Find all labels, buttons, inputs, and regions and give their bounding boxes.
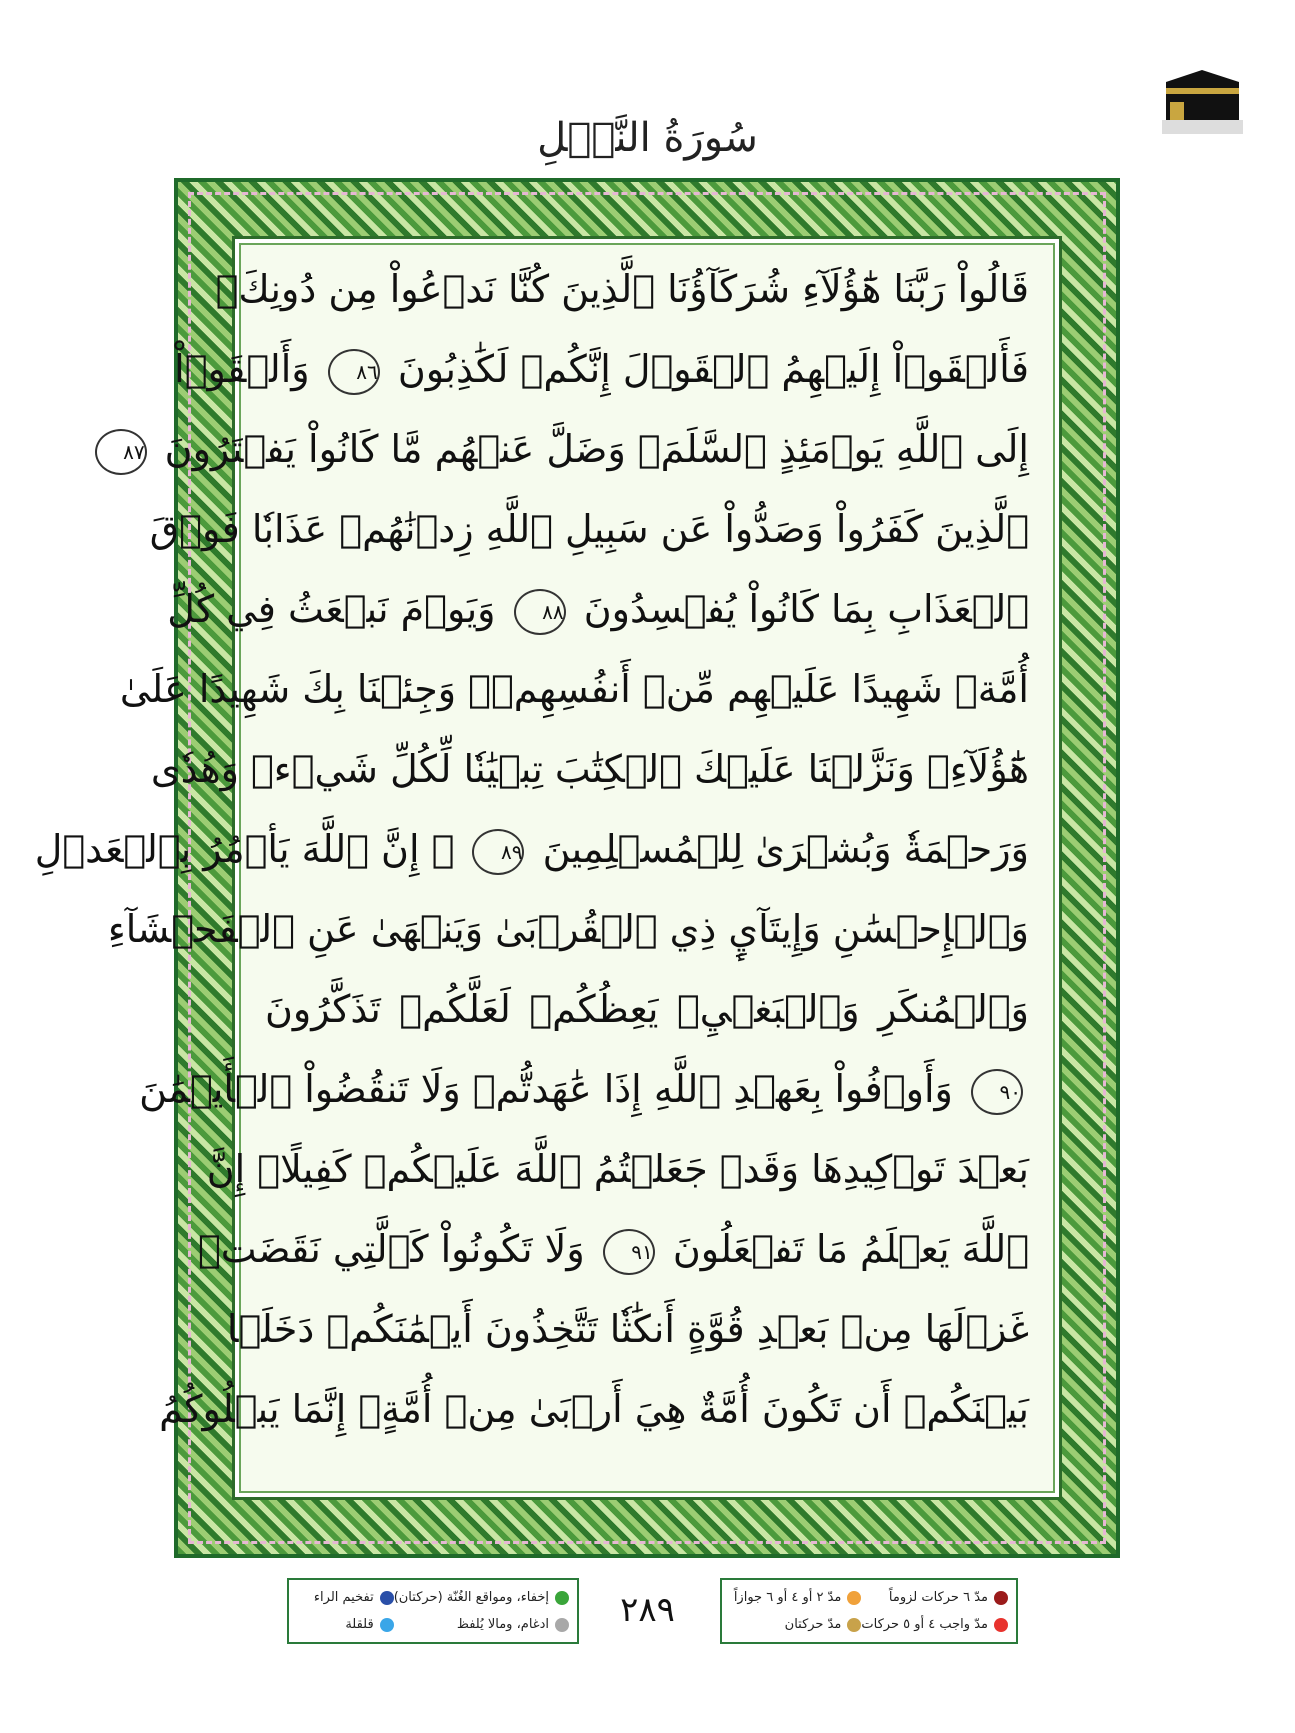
text-line: قَالُواْ رَبَّنَا هَٰٓؤُلَآءِ شُرَكَآؤُنَا ٱلَّذِينَ كُنَّا نَدۡعُواْ مِن دُونِكَۖ — [215, 267, 1029, 311]
color-dot-icon — [380, 1591, 394, 1605]
color-dot-icon — [380, 1618, 394, 1632]
legend-item: قلقلة — [297, 1611, 394, 1638]
legend-item: مدّ ٢ أو ٤ أو ٦ جوازاً — [730, 1584, 861, 1611]
color-dot-icon — [994, 1618, 1008, 1632]
text-panel — [34, 236, 1062, 1500]
color-dot-icon — [555, 1618, 569, 1632]
tajweed-legend-right — [720, 1578, 1018, 1644]
text-line: بَعۡدَ تَوۡكِيدِهَا وَقَدۡ جَعَلۡتُمُ ٱللَّهَ عَلَيۡكُمۡ كَفِيلًاۚ إِنَّ — [206, 1147, 1029, 1191]
color-dot-icon — [847, 1591, 861, 1605]
color-dot-icon — [555, 1591, 569, 1605]
text-line: وَٱلۡإِحۡسَٰنِ وَإِيتَآيِٕ ذِي ٱلۡقُرۡبَىٰ وَيَنۡهَىٰ عَنِ ٱلۡفَحۡشَآءِ — [107, 907, 1029, 951]
legend-item: مدّ حركتان — [730, 1611, 861, 1638]
color-dot-icon — [994, 1591, 1008, 1605]
text-line: ٩٠ وَأَوۡفُواْ بِعَهۡدِ ٱللَّهِ إِذَا عَٰهَدتُّمۡ وَلَا تَنقُضُواْ ٱلۡأَيۡمَٰنَ — [265, 1049, 1029, 1129]
ayah-number-marker: ٩١ — [603, 1229, 655, 1275]
text-line: ٱلَّذِينَ كَفَرُواْ وَصَدُّواْ عَن سَبِيلِ ٱللَّهِ زِدۡنَٰهُمۡ عَذَابٗا فَوۡقَ — [149, 507, 1029, 551]
ayah-number-marker: ٨٨ — [514, 589, 566, 635]
text-line: أُمَّةٖ شَهِيدًا عَلَيۡهِم مِّنۡ أَنفُسِهِمۡۖ وَجِئۡنَا بِكَ شَهِيدًا عَلَىٰ — [119, 667, 1029, 711]
legend-item: مدّ ٦ حركات لزوماً — [861, 1584, 1008, 1611]
ayah-number-marker: ٨٦ — [328, 349, 380, 395]
page-number: ٢٨٩ — [620, 1590, 675, 1630]
legend-item: تفخيم الراء — [297, 1584, 394, 1611]
text-line: غَزۡلَهَا مِنۢ بَعۡدِ قُوَّةٍ أَنكَٰثٗا تَتَّخِذُونَ أَيۡمَٰنَكُمۡ دَخَلَۢا — [226, 1307, 1029, 1351]
text-line: إِلَى ٱللَّهِ يَوۡمَئِذٍ ٱلسَّلَمَۖ وَضَلَّ عَنۡهُم مَّا كَانُواْ يَفۡتَرُونَ ٨٧ — [265, 409, 1029, 489]
ayah-number-marker: ٩٠ — [971, 1069, 1023, 1115]
text-line: ٱلۡعَذَابِ بِمَا كَانُواْ يُفۡسِدُونَ ٨٨ وَيَوۡمَ نَبۡعَثُ فِي كُلِّ — [265, 569, 1029, 649]
legend-item: ادغام، ومالا يُلفظ — [394, 1611, 569, 1638]
color-dot-icon — [847, 1618, 861, 1632]
text-line: فَأَلۡقَوۡاْ إِلَيۡهِمُ ٱلۡقَوۡلَ إِنَّكُمۡ لَكَٰذِبُونَ ٨٦ وَأَلۡقَوۡاْ — [265, 329, 1029, 409]
quran-text — [34, 249, 1029, 1487]
text-line: هَٰٓؤُلَآءِۚ وَنَزَّلۡنَا عَلَيۡكَ ٱلۡكِتَٰبَ تِبۡيَٰنٗا لِّكُلِّ شَيۡءٖ وَهُدٗى — [150, 747, 1029, 791]
text-line: وَٱلۡمُنكَرِ وَٱلۡبَغۡيِۚ يَعِظُكُمۡ لَعَلَّكُمۡ تَذَكَّرُونَ — [265, 987, 1029, 1031]
tajweed-legend-left — [287, 1578, 579, 1644]
ayah-number-marker: ٨٩ — [472, 829, 524, 875]
text-line: وَرَحۡمَةٗ وَبُشۡرَىٰ لِلۡمُسۡلِمِينَ ٨٩ ۞ إِنَّ ٱللَّهَ يَأۡمُرُ بِٱلۡعَدۡلِ — [265, 809, 1029, 889]
legend-item: إخفاء، ومواقع الغُنّة (حركتان) — [394, 1584, 569, 1611]
text-line: بَيۡنَكُمۡ أَن تَكُونَ أُمَّةٌ هِيَ أَرۡبَىٰ مِنۡ أُمَّةٍۚ إِنَّمَا يَبۡلُوكُمُ — [159, 1387, 1029, 1431]
legend-item: مدّ واجب ٤ أو ٥ حركات — [861, 1611, 1008, 1638]
ayah-number-marker: ٨٧ — [95, 429, 147, 475]
page-frame — [34, 178, 1120, 1558]
surah-title: سُورَةُ النَّحۡلِ — [537, 115, 758, 161]
text-line: ٱللَّهَ يَعۡلَمُ مَا تَفۡعَلُونَ ٩١ وَلَا تَكُونُواْ كَٱلَّتِي نَقَضَتۡ — [265, 1209, 1029, 1289]
